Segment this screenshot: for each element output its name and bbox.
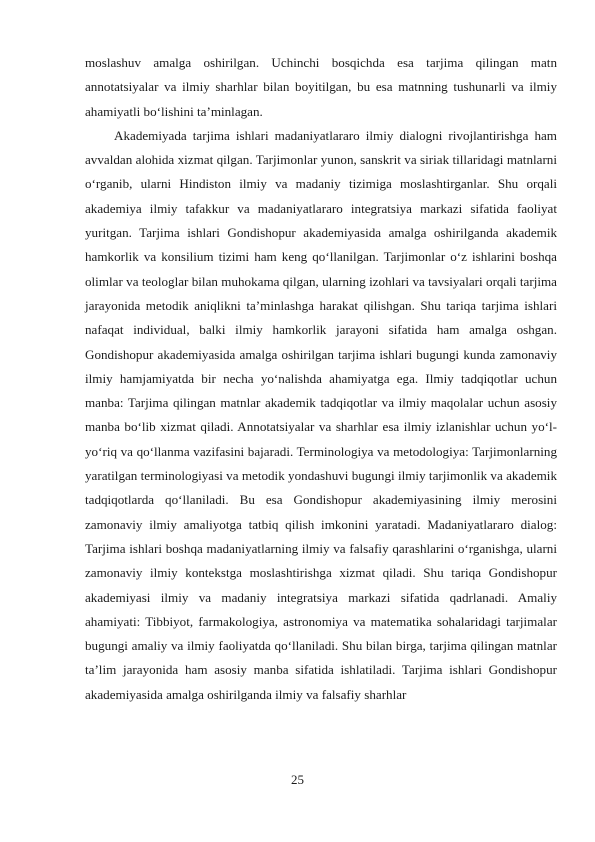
page-number: 25 [291, 772, 304, 787]
paragraph-1: moslashuv amalga oshirilgan. Uchinchi bosqichda esa tarjima qilingan matn annotatsiyalar va ilmiy sharhlar bilan boyitilgan, bu esa matnning tushunarli va ilmiy ahamiyatli bo‘lishini ta’minlagan. [85, 55, 557, 119]
document-page [85, 51, 557, 707]
paragraph-2: Akademiyada tarjima ishlari madaniyatlararo ilmiy dialogni rivojlantirishga ham avvaldan alohida xizmat qilgan. Tarjimonlar yunon, sanskrit va siriak tillaridagi matnlarni o‘rganib, ularni Hindiston ilmiy va madaniy tizimiga moslashtirganlar. Shu orqali akademiya ilmiy tafakkur va madaniyatlararo integratsiya markazi sifatida faoliyat yuritgan. Tarjima ishlari Gondishopur akademiyasida amalga oshirilganda akademik hamkorlik va konsilium tizimi ham keng qo‘llanilgan. Tarjimonlar o‘z ishlarini boshqa olimlar va teologlar bilan muhokama qilgan, ularning izohlari va tavsiyalari orqali tarjima jarayonida metodik aniqlikni ta’minlashga harakat qilishgan. Shu tariqa tarjima ishlari nafaqat individual, balki ilmiy hamkorlik jarayoni sifatida ham amalga oshgan. Gondishopur akademiyasida amalga oshirilgan tarjima ishlari bugungi kunda zamonaviy ilmiy hamjamiyatda bir necha yo‘nalishda ahamiyatga ega. Ilmiy tadqiqotlar uchun manba: Tarjima qilingan matnlar akademik tadqiqotlar va ilmiy maqolalar uchun asosiy manba bo‘lib xizmat qiladi. Annotatsiyalar va sharhlar esa ilmiy izlanishlar uchun yo‘l-yo‘riq va qo‘llanma vazifasini bajaradi. Terminologiya va metodologiya: Tarjimonlarning yaratilgan terminologiyasi va metodik yondashuvi bugungi ilmiy tarjimonlik va akademik tadqiqotlarda qo‘llaniladi. Bu esa Gondishopur akademiyasining ilmiy merosini zamonaviy ilmiy amaliyotga tatbiq qilish imkonini yaratadi. Madaniyatlararo dialog: Tarjima ishlari boshqa madaniyatlarning ilmiy va falsafiy qarashlarini o‘rganishga, ularni zamonaviy ilmiy kontekstga moslashtirishga xizmat qiladi. Shu tariqa Gondishopur akademiyasi ilmiy va madaniy integratsiya markazi sifatida qadrlanadi. Amaliy ahamiyati: Tibbiyot, farmakologiya, astronomiya va matematika sohalaridagi tarjimalar bugungi amaliy va ilmiy faoliyatda qo‘llaniladi. Shu bilan birga, tarjima qilingan matnlar ta’lim jarayonida ham asosiy manba sifatida ishlatiladi. Tarjima ishlari Gondishopur akademiyasida amalga oshirilganda ilmiy va falsafiy sharhlar [85, 127, 557, 702]
